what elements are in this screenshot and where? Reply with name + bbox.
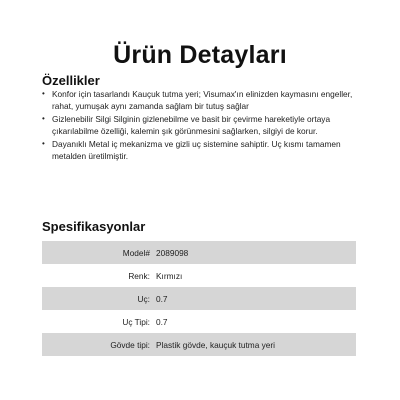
- spec-value: Plastik gövde, kauçuk tutma yeri: [156, 333, 356, 356]
- feature-text: Gizlenebilir Silgi Silginin gizlenebilme ve basit bir çevirme hareketiyle ortaya çıkarılabilme özelliği, kalemin şık görünmesini sağlarken, silgiyi de korur.: [52, 113, 331, 137]
- bullet-icon: •: [42, 138, 45, 148]
- spec-label: Renk:: [128, 270, 150, 281]
- spec-row: [42, 264, 356, 287]
- feature-item: [42, 88, 364, 113]
- specs-heading: Spesifikasyonlar: [42, 218, 146, 234]
- spec-label: Uç Tipi:: [122, 316, 150, 327]
- spec-label: Model#: [42, 241, 156, 264]
- spec-row: [42, 287, 356, 310]
- spec-row: [42, 333, 356, 356]
- spec-value: 0.7: [156, 287, 356, 310]
- features-heading: Özellikler: [42, 72, 100, 88]
- feature-text: Konfor için tasarlandı Kauçuk tutma yeri; Visumax'ın elinizden kaymasını engeller, rahat, yumuşak aynı zamanda sağlam bir tutuş sağlar: [52, 89, 353, 112]
- page-title: Ürün Detayları: [113, 40, 287, 69]
- spec-value: 0.7: [156, 316, 168, 327]
- spec-row: [42, 310, 356, 333]
- spec-value: 2089098: [156, 241, 356, 264]
- feature-item: [42, 113, 364, 138]
- feature-list: [42, 88, 364, 162]
- bullet-icon: •: [42, 113, 45, 123]
- spec-table: [42, 241, 356, 356]
- spec-row: [42, 241, 356, 264]
- spec-value: Kırmızı: [156, 270, 183, 281]
- feature-item: [42, 138, 364, 163]
- spec-label: Uç:: [42, 287, 156, 310]
- spec-label: Gövde tipi:: [42, 333, 156, 356]
- bullet-icon: •: [42, 89, 45, 98]
- feature-text: Dayanıklı Metal iç mekanizma ve gizli uç sistemine sahiptir. Uç kısmı tamamen metalden üretilmiştir.: [52, 138, 341, 162]
